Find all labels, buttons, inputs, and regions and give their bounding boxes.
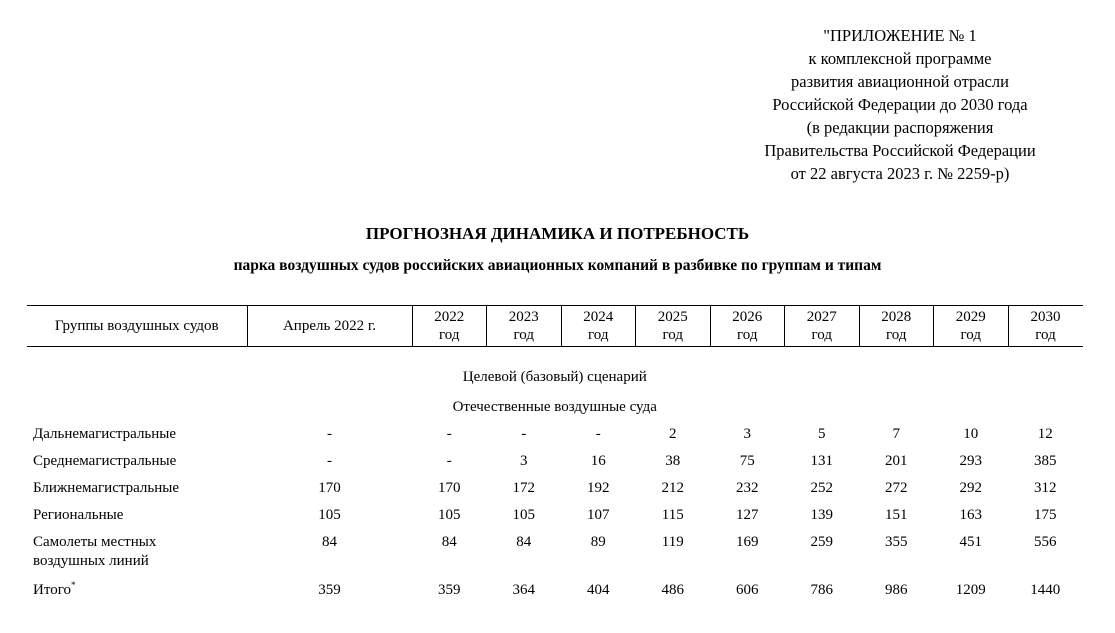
table-cell: 3: [743, 426, 751, 442]
header-year-number: 2027: [806, 309, 837, 325]
table-cell: 89: [590, 534, 606, 550]
table-cell: -: [521, 426, 527, 442]
table-cell: 10: [963, 426, 979, 442]
table-cell: 259: [810, 534, 833, 550]
header-year: [636, 306, 711, 347]
table-cell: 163: [959, 507, 982, 523]
table-cell: 212: [661, 480, 684, 496]
total-row: [27, 573, 1083, 602]
table-cell: -: [327, 453, 332, 469]
appendix-line: Российской Федерации до 2030 года: [772, 95, 1028, 114]
table-cell: 119: [661, 534, 684, 550]
header-year-suffix: год: [439, 327, 460, 343]
table-cell: 139: [810, 507, 833, 523]
table-cell: 131: [810, 453, 833, 469]
table-cell: 84: [322, 534, 337, 550]
header-year-number: 2028: [881, 309, 912, 325]
total-label: Итого: [33, 582, 71, 598]
header-year-suffix: год: [662, 327, 683, 343]
table-cell: -: [595, 426, 601, 442]
appendix-line: от 22 августа 2023 г. № 2259-р): [790, 164, 1010, 183]
table-cell: 105: [318, 507, 341, 523]
header-year-suffix: год: [886, 327, 907, 343]
header-year: [561, 306, 636, 347]
table-cell: 293: [959, 453, 982, 469]
table-cell: -: [446, 453, 452, 469]
header-year: [785, 306, 860, 347]
table-cell: 359: [318, 582, 341, 598]
header-group: Группы воздушных судов: [27, 306, 247, 347]
header-year-number: 2026: [732, 309, 763, 325]
table-cell: 172: [512, 480, 535, 496]
table-cell: 169: [736, 534, 759, 550]
appendix-line: (в редакции распоряжения: [806, 118, 994, 137]
table-cell: 986: [885, 582, 908, 598]
table-row: [27, 527, 1083, 573]
row-label: [27, 527, 247, 573]
table-cell: 359: [438, 582, 461, 598]
table-cell: 170: [318, 480, 341, 496]
fleet-forecast-table: [27, 305, 1083, 602]
table-cell: 127: [736, 507, 759, 523]
footnote-mark: *: [70, 580, 76, 590]
table-cell: 1209: [955, 582, 986, 598]
table-cell: 38: [665, 453, 681, 469]
header-year-suffix: год: [588, 327, 609, 343]
table-cell: 75: [739, 453, 755, 469]
appendix-line: "ПРИЛОЖЕНИЕ № 1: [823, 26, 977, 45]
header-year: [859, 306, 934, 347]
table-row: [27, 419, 1083, 446]
table-header-row: [27, 306, 1083, 347]
scenario-label: Целевой (базовый) сценарий: [462, 369, 647, 385]
table-cell: 201: [885, 453, 908, 469]
group-label: Отечественные воздушные суда: [452, 399, 657, 415]
appendix-line: к комплексной программе: [808, 49, 992, 68]
table-cell: 115: [661, 507, 684, 523]
scenario-row: [27, 347, 1083, 391]
row-label: Региональные: [33, 507, 124, 523]
appendix-line: Правительства Российской Федерации: [764, 141, 1036, 160]
header-year-number: 2022: [434, 309, 465, 325]
header-year-number: 2024: [583, 309, 614, 325]
row-label: Среднемагистральные: [33, 453, 177, 469]
table-cell: 364: [512, 582, 535, 598]
document-subtitle: парка воздушных судов российских авиационных компаний в разбивке по группам и типам: [233, 257, 882, 274]
row-label-line: Самолеты местных: [33, 534, 157, 550]
group-row: [27, 390, 1083, 419]
table-cell: 556: [1034, 534, 1057, 550]
table-cell: 404: [587, 582, 610, 598]
table-cell: 84: [516, 534, 532, 550]
table-cell: 7: [892, 426, 900, 442]
table-cell: 170: [438, 480, 461, 496]
table-cell: 451: [959, 534, 982, 550]
document-title: ПРОГНОЗНАЯ ДИНАМИКА И ПОТРЕБНОСТЬ: [365, 224, 750, 243]
table-cell: 486: [661, 582, 684, 598]
table-cell: 105: [438, 507, 461, 523]
table-cell: -: [327, 426, 332, 442]
table-cell: 84: [441, 534, 457, 550]
header-year-suffix: год: [1035, 327, 1056, 343]
row-label: Ближнемагистральные: [33, 480, 179, 496]
table-cell: 272: [885, 480, 908, 496]
table-cell: 16: [590, 453, 606, 469]
row-label: [27, 573, 247, 602]
header-year: [710, 306, 785, 347]
header-year-number: 2030: [1030, 309, 1061, 325]
table-cell: 252: [810, 480, 833, 496]
table-cell: 151: [885, 507, 908, 523]
header-year-number: 2029: [955, 309, 986, 325]
table-cell: 606: [736, 582, 759, 598]
table-cell: 105: [512, 507, 535, 523]
header-year-suffix: год: [513, 327, 534, 343]
table-row: [27, 446, 1083, 473]
row-label: Дальнемагистральные: [33, 426, 177, 442]
table-cell: 5: [818, 426, 826, 442]
table-cell: 12: [1037, 426, 1053, 442]
header-year: [934, 306, 1009, 347]
header-year: [1008, 306, 1083, 347]
table-cell: 232: [736, 480, 759, 496]
header-year-number: 2025: [657, 309, 688, 325]
table-cell: 2: [669, 426, 677, 442]
table-cell: 355: [885, 534, 908, 550]
table-cell: 312: [1034, 480, 1057, 496]
table-cell: 385: [1034, 453, 1057, 469]
header-year-number: 2023: [508, 309, 539, 325]
table-cell: 1440: [1030, 582, 1061, 598]
table-row: [27, 500, 1083, 527]
table-cell: 292: [959, 480, 982, 496]
table-cell: 192: [587, 480, 610, 496]
table-cell: 107: [587, 507, 610, 523]
table-cell: 3: [520, 453, 528, 469]
header-year-suffix: год: [960, 327, 981, 343]
header-april: Апрель 2022 г.: [247, 306, 412, 347]
row-label-line: воздушных линий: [33, 553, 149, 569]
header-year: [412, 306, 487, 347]
appendix-block: [735, 24, 1065, 185]
header-year: [487, 306, 562, 347]
table-row: [27, 473, 1083, 500]
header-year-suffix: год: [737, 327, 758, 343]
table-cell: 786: [810, 582, 833, 598]
table-cell: 175: [1034, 507, 1057, 523]
table-cell: -: [446, 426, 452, 442]
header-year-suffix: год: [811, 327, 832, 343]
appendix-line: развития авиационной отрасли: [791, 72, 1009, 91]
